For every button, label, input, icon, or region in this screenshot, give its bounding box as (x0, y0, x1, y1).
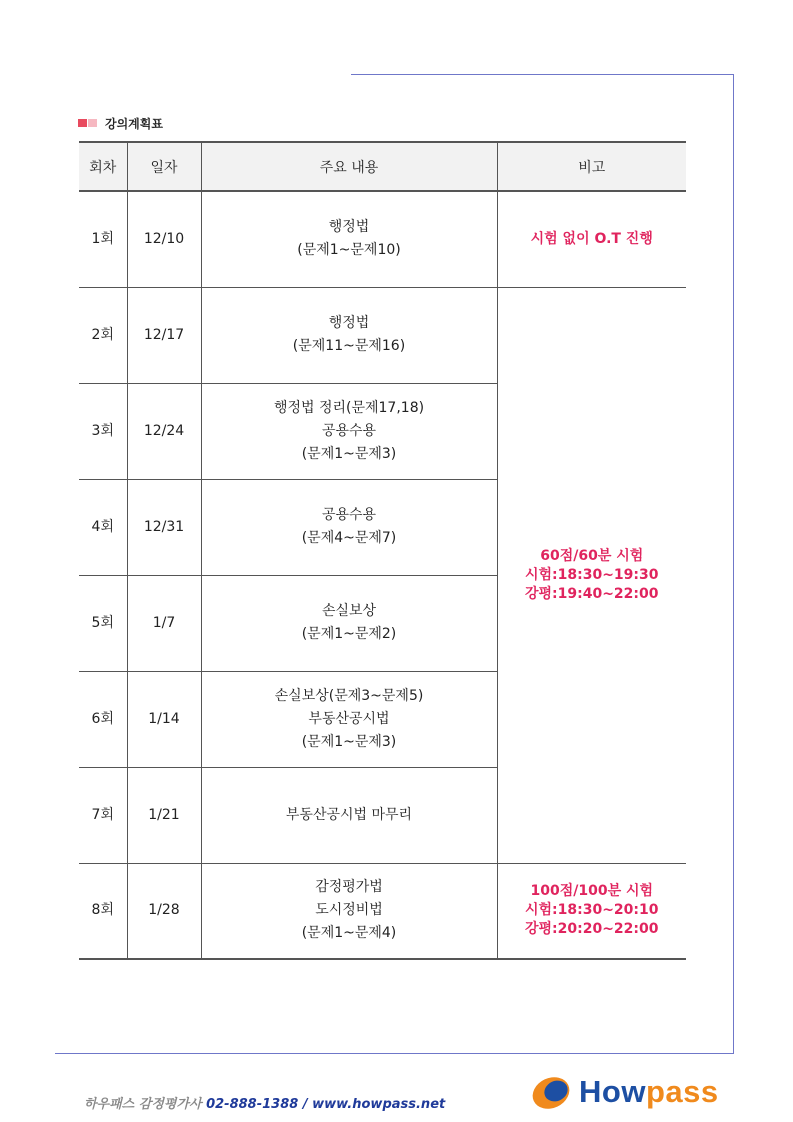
content-line: 부동산공시법 마무리 (285, 806, 413, 823)
content-cell (201, 671, 497, 767)
content-cell (201, 479, 497, 575)
header-session: 회차 (79, 142, 127, 191)
content-line: 손실보상(문제3~문제5) (274, 687, 424, 704)
logo-wordmark (579, 1074, 719, 1110)
header-content: 주요 내용 (201, 142, 497, 191)
session-cell: 3회 (79, 383, 127, 479)
content-line: 행정법 정리(문제17,18) (273, 399, 425, 416)
logo-word-part2: pass (645, 1074, 719, 1109)
content-line: (문제1~문제4) (301, 925, 397, 942)
date-cell: 12/24 (127, 383, 201, 479)
session-cell: 8회 (79, 863, 127, 959)
section-title (78, 115, 163, 131)
lecture-plan-table (79, 141, 686, 960)
footer-phone: 02-888-1388 (206, 1097, 299, 1112)
content-cell (201, 767, 497, 863)
content-line: (문제1~문제3) (301, 733, 397, 750)
content-line: 부동산공시법 (308, 710, 390, 727)
footer-text (84, 1093, 445, 1112)
table-row (79, 191, 686, 287)
content-line: (문제1~문제10) (297, 242, 401, 259)
square-bullet-icon (78, 119, 97, 127)
note-ot: 시험 없이 O.T 진행 (530, 230, 653, 247)
note-cell-merged (497, 287, 686, 863)
table-row (79, 287, 686, 383)
footer-url[interactable]: www.howpass.net (312, 1097, 446, 1112)
content-cell (201, 575, 497, 671)
howpass-logo (530, 1073, 719, 1111)
content-cell (201, 191, 497, 287)
footer-separator: / (302, 1097, 308, 1112)
content-line: (문제1~문제2) (301, 626, 397, 642)
header-date: 일자 (127, 142, 201, 191)
date-cell: 1/28 (127, 863, 201, 959)
date-cell: 1/7 (127, 575, 201, 671)
table-header-row (79, 142, 686, 191)
note-cell (497, 191, 686, 287)
date-cell: 12/31 (127, 479, 201, 575)
content-line: 손실보상 (321, 603, 377, 619)
date-cell: 12/10 (127, 191, 201, 287)
note-cell (497, 863, 686, 959)
table-row (79, 863, 686, 959)
note-exam-time: 시험:18:30~19:30 (524, 566, 659, 583)
session-cell: 5회 (79, 575, 127, 671)
date-cell: 1/14 (127, 671, 201, 767)
content-line: 감정평가법 (315, 879, 383, 896)
howpass-logo-icon (530, 1073, 574, 1111)
section-title-text: 강의계획표 (105, 116, 163, 131)
note-exam: 100점/100분 시험 (530, 883, 654, 900)
content-cell (201, 863, 497, 959)
content-line: (문제4~문제7) (301, 530, 397, 546)
content-cell (201, 287, 497, 383)
note-exam: 60점/60분 시험 (540, 547, 644, 564)
content-line: 행정법 (328, 219, 370, 236)
session-cell: 6회 (79, 671, 127, 767)
frame-bottom-line (55, 1053, 734, 1054)
content-line: (문제11~문제16) (292, 338, 406, 354)
logo-word-part1: How (579, 1074, 646, 1109)
note-exam-time: 시험:18:30~20:10 (524, 902, 659, 919)
session-cell: 7회 (79, 767, 127, 863)
note-lecture-time: 강평:19:40~22:00 (524, 585, 659, 602)
frame-top-line (351, 74, 734, 75)
date-cell: 1/21 (127, 767, 201, 863)
note-lecture-time: 강평:20:20~22:00 (524, 921, 659, 938)
session-cell: 2회 (79, 287, 127, 383)
content-line: 공용수용 (321, 507, 377, 523)
content-line: (문제1~문제3) (301, 445, 397, 462)
content-cell (201, 383, 497, 479)
session-cell: 1회 (79, 191, 127, 287)
frame-right-line (733, 74, 734, 1054)
header-note: 비고 (497, 142, 686, 191)
session-cell: 4회 (79, 479, 127, 575)
content-line: 공용수용 (321, 422, 377, 439)
footer-brand: 하우패스 감정평가사 (84, 1097, 202, 1112)
content-line: 행정법 (328, 315, 370, 331)
content-line: 도시정비법 (315, 902, 383, 919)
date-cell: 12/17 (127, 287, 201, 383)
